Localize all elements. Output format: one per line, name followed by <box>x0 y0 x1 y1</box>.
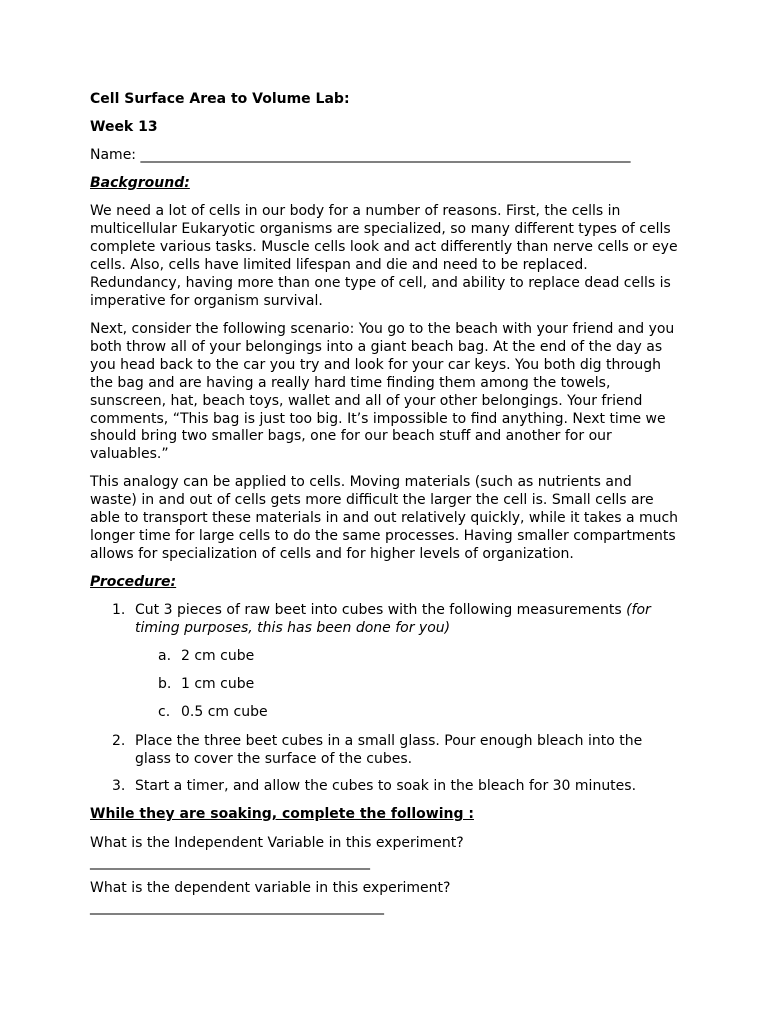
procedure-heading: Procedure: <box>90 574 177 590</box>
sub-step-letter: c. <box>158 704 171 720</box>
name-field-line: Name: ______________________________________________________________________ <box>90 147 631 163</box>
background-paragraph-1: We need a lot of cells in our body for a number of reasons. First, the cells in multicellular Eukaryotic organisms are specialized, so many different types of cells complete various tasks. Muscle cells look and act differently than nerve cells or eye cells. Also, cells have limited lifespan and die and need to be replaced. Redundancy, having more than one type of cell, and ability to replace dead cells is imperative for organism survival. <box>90 203 678 309</box>
step-text <box>135 602 680 638</box>
soaking-heading: While they are soaking, complete the following : <box>90 806 474 822</box>
step-number: 2. <box>112 733 126 749</box>
step-1-note: (for timing purposes, this has been done for you) <box>135 602 651 636</box>
sub-step-text: 0.5 cm cube <box>181 704 268 720</box>
step-text: Start a timer, and allow the cubes to soak in the bleach for 30 minutes. <box>135 778 637 794</box>
sub-step-letter: a. <box>158 648 172 664</box>
question-independent-variable: What is the Independent Variable in this experiment? <box>90 835 464 851</box>
week-label: Week 13 <box>90 119 158 135</box>
step-number: 1. <box>112 602 126 618</box>
answer-line-independent-variable: ________________________________________ <box>90 854 370 870</box>
background-paragraph-3: This analogy can be applied to cells. Moving materials (such as nutrients and waste) in and out of cells gets more difficult the larger the cell is. Small cells are able to transport these materials in and out relatively quickly, while it takes a much longer time for large cells to do the same processes. Having smaller compartments allows for specialization of cells and for higher levels of organization. <box>90 474 679 562</box>
step-number: 3. <box>112 778 126 794</box>
step-1-main-text: Cut 3 pieces of raw beet into cubes with the following measurements <box>135 602 627 618</box>
step-text: Place the three beet cubes in a small glass. Pour enough bleach into the glass to cover the surface of the cubes. <box>135 733 643 767</box>
sub-step-letter: b. <box>158 676 172 692</box>
document-title: Cell Surface Area to Volume Lab: <box>90 91 350 107</box>
background-heading: Background: <box>90 175 190 191</box>
background-paragraph-2: Next, consider the following scenario: You go to the beach with your friend and you both throw all of your belongings into a giant beach bag. At the end of the day as you head back to the car you try and look for your car keys. You both dig through the bag and are having a really hard time finding them among the towels, sunscreen, hat, beach toys, wallet and all of your other belongings. Your friend comments, “This bag is just too big. It’s impossible to find anything. Next time we should bring two smaller bags, one for our beach stuff and another for our valuables.” <box>90 321 675 463</box>
answer-line-dependent-variable: __________________________________________ <box>90 899 384 915</box>
sub-step-text: 2 cm cube <box>181 648 255 664</box>
sub-step-text: 1 cm cube <box>181 676 255 692</box>
question-dependent-variable: What is the dependent variable in this experiment? <box>90 880 451 896</box>
